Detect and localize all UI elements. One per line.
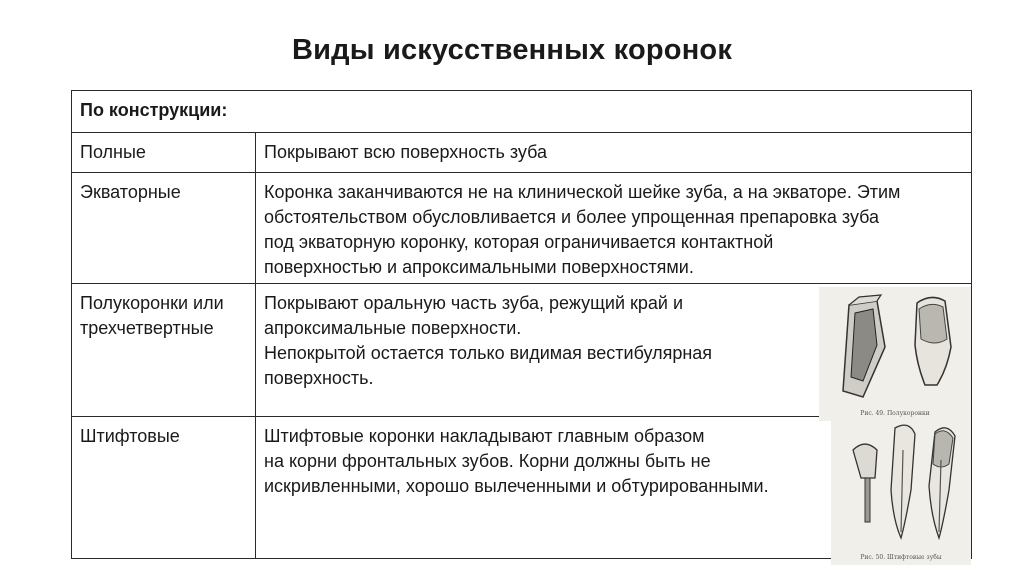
crown-type-line: Экваторные [80,182,181,202]
description-line: Коронка заканчиваются не на клинической шейке зуба, а на экваторе. Этим [264,182,901,202]
table-row [72,133,972,173]
post-crown-drawing [831,420,971,565]
crown-type-line: трехчетвертные [80,318,214,338]
description-line: под экваторную коронку, которая ограничивается контактной [264,232,774,252]
description-line: Штифтовые коронки накладывают главным образом [264,426,705,446]
description-line: поверхностью и апроксимальными поверхностями. [264,257,694,277]
half-crown-drawing [819,287,971,421]
crown-type-line: Полукоронки или [80,293,224,313]
description-line: на корни фронтальных зубов. Корни должны быть не [264,451,711,471]
description-line: апроксимальные поверхности. [264,318,522,338]
crown-type-line: Полные [80,142,146,162]
crown-types-table [71,90,972,559]
crown-description-cell [256,284,972,417]
table-header-cell: По конструкции: [72,91,972,133]
description-line: Непокрытой остается только видимая вестибулярная [264,343,713,363]
description-wrapper [264,424,962,561]
description-line: искривленными, хорошо вылеченными и обтурированными. [264,476,769,496]
description-line: поверхность. [264,368,374,388]
half-crown-illustration-icon [819,287,971,421]
page-title: Виды искусственных коронок [291,34,733,66]
description-line: Покрывают оральную часть зуба, режущий край и [264,293,684,313]
crown-type-cell [72,417,256,559]
figure-caption: Рис. 50. Штифтовые зубы [860,554,942,561]
post-crown-illustration-icon [831,420,971,565]
crown-type-cell [72,173,256,284]
figure-caption: Рис. 49. Полукоронки [860,410,930,417]
description-wrapper [264,291,962,416]
description-line: Покрывают всю поверхность зуба [264,142,548,162]
description-line: обстоятельством обусловливается и более упрощенная препаровка зуба [264,207,880,227]
table-header-row [72,91,972,133]
crown-description-cell [256,417,972,559]
crown-type-line: Штифтовые [80,426,180,446]
table-row [72,173,972,284]
crown-type-cell [72,284,256,417]
crown-description-cell [256,173,972,284]
crown-type-cell [72,133,256,173]
table-row [72,417,972,559]
crown-description-cell [256,133,972,173]
table-row [72,284,972,417]
